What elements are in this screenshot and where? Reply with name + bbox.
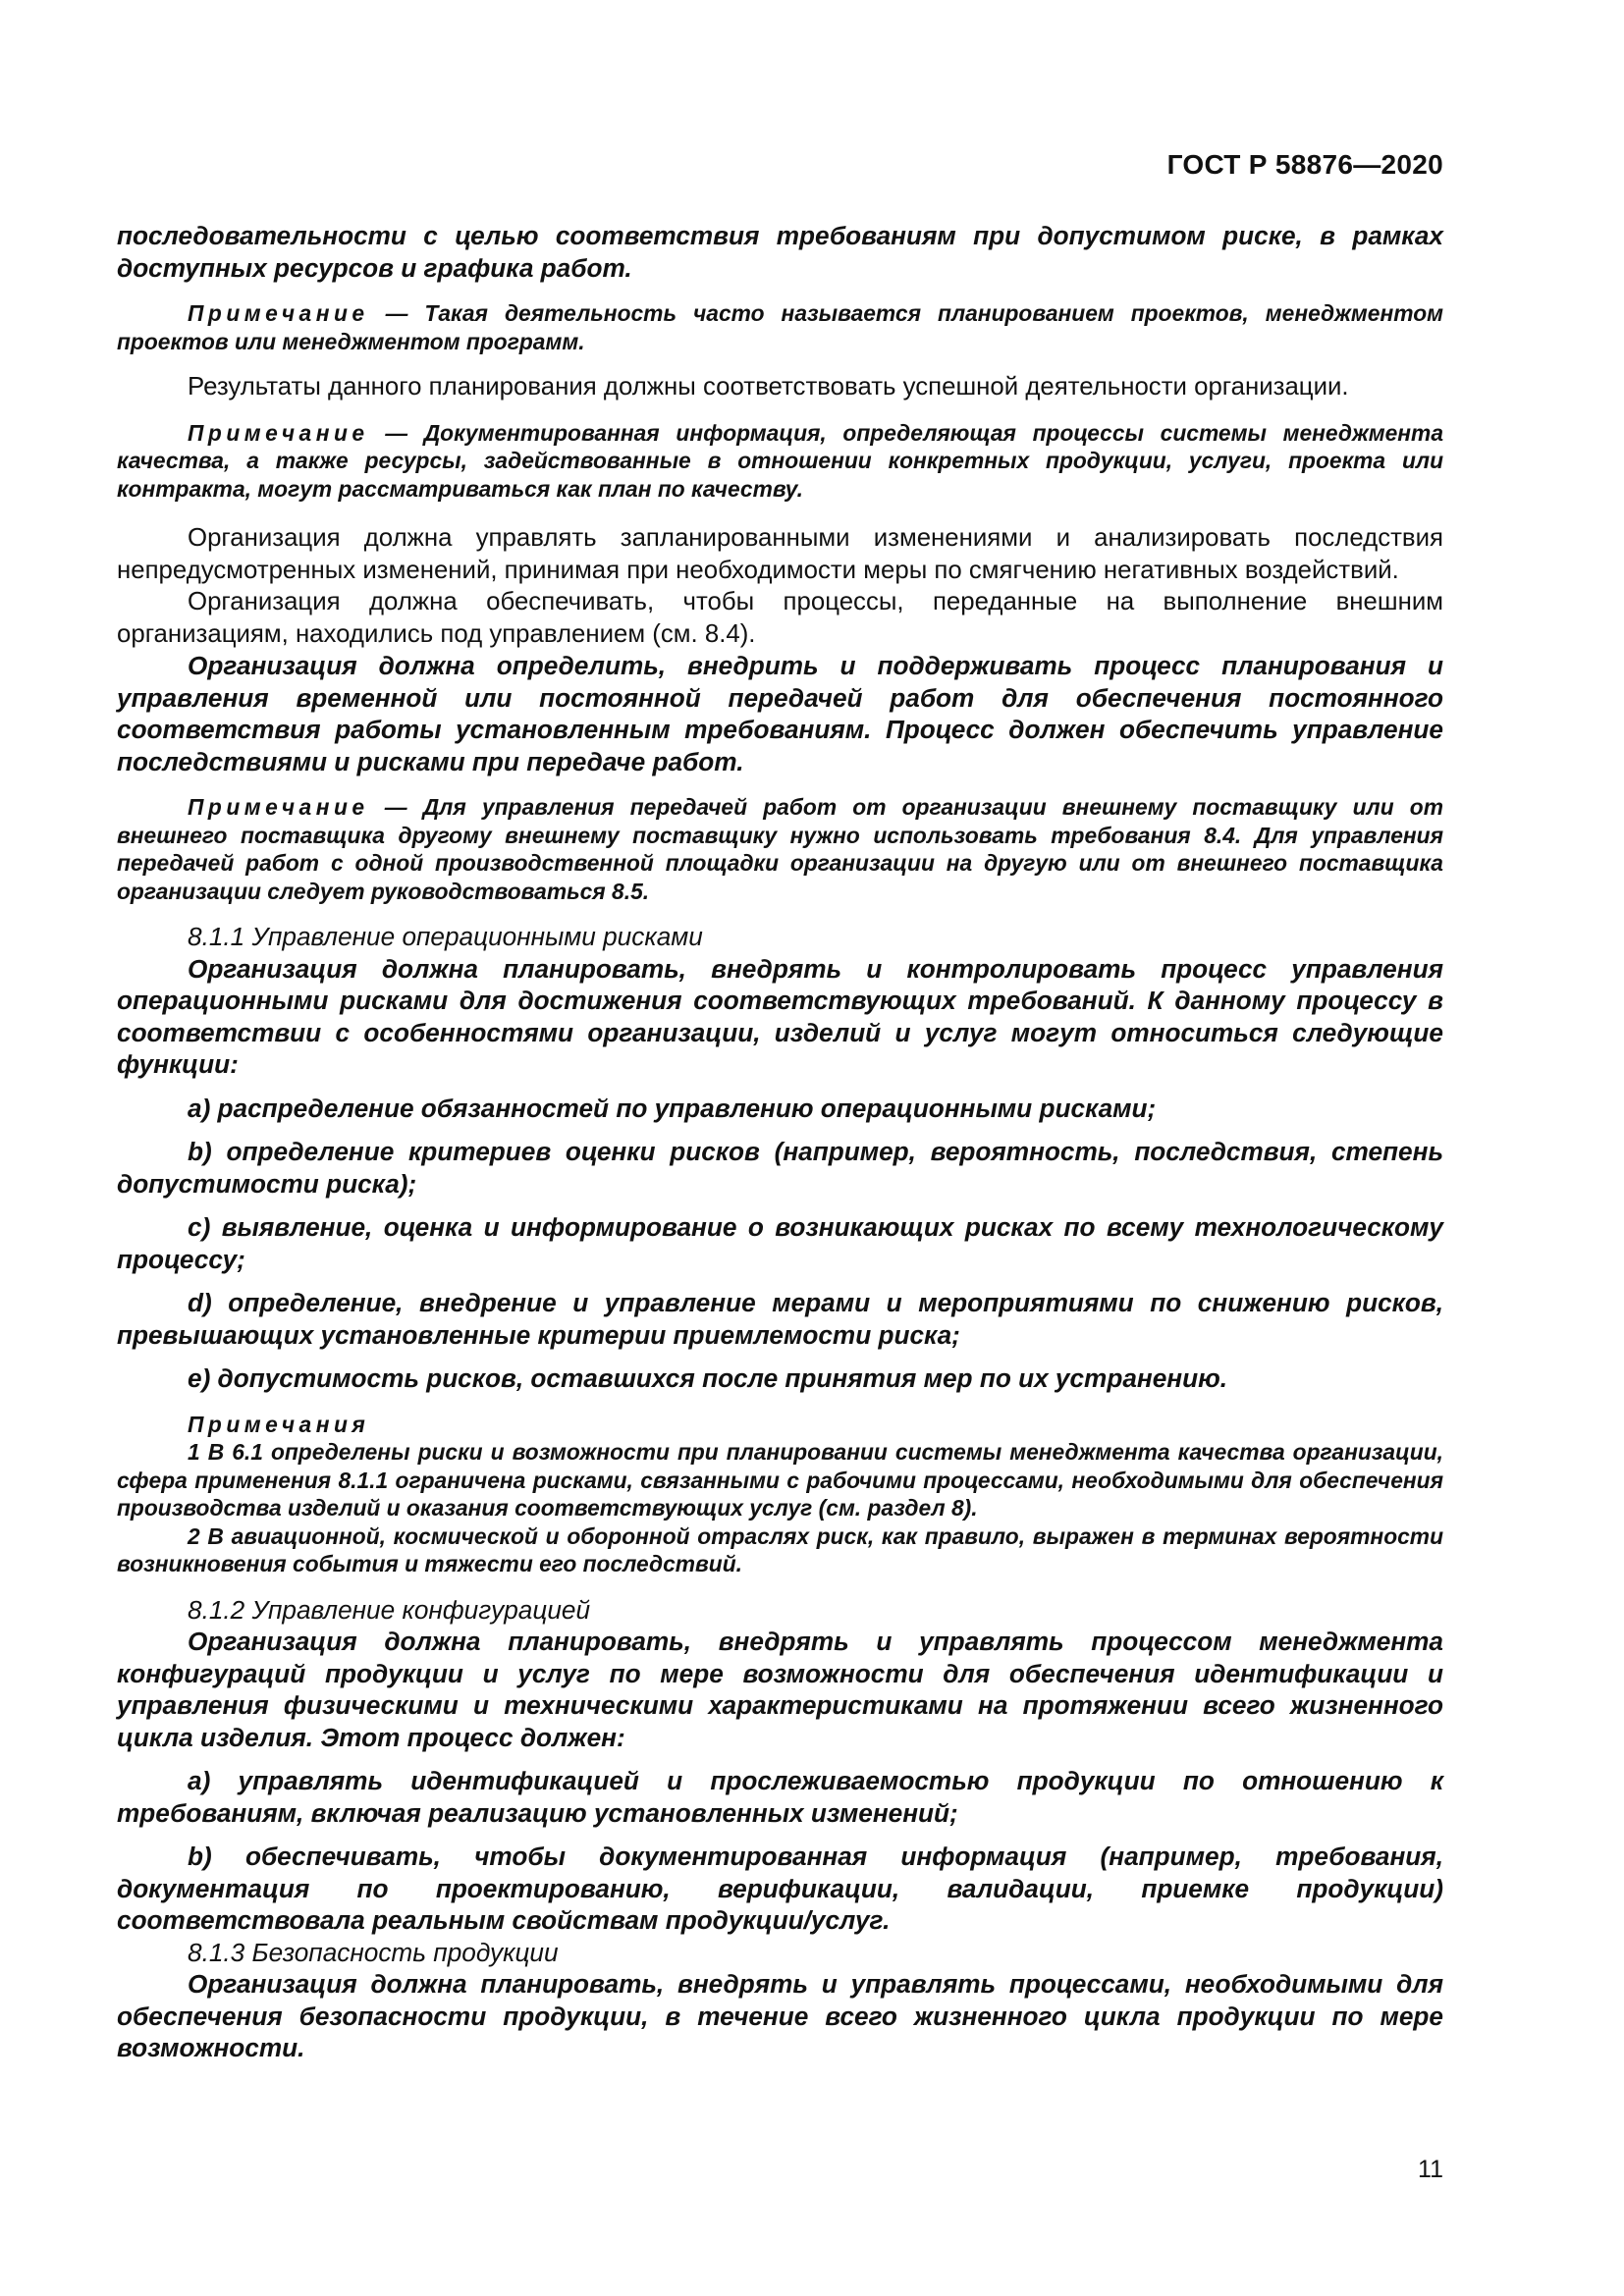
note-paragraph [117,299,1443,355]
list-item: b) определение критериев оценки рисков (например, вероятность, последствия, степень допустимости риска); [117,1137,1443,1199]
note-text: — Для управления передачей работ от организации внешнему поставщику или от внешнего поставщика другому внешнему поставщику нужно использовать требования 8.4. Для управления передачей работ с одной производственной площадки организации на другую или от внешнего поставщика организации следует руководствоваться 8.5. [117,794,1443,904]
paragraph-work-transfer: Организация должна определить, внедрить и поддерживать процесс планирования и управления временной или постоянной передачей работ для обеспечения постоянного соответствия работы установленным требованиям. Процесс должен обеспечить управление последствиями и рисками при передаче работ. [117,651,1443,776]
document-header: ГОСТ Р 58876—2020 [1166,149,1443,180]
list-item: c) выявление, оценка и информирование о возникающих рисках по всему технологическому процессу; [117,1212,1443,1274]
paragraph-continuation: последовательности с целью соответствия требованиям при допустимом риске, в рамках доступных ресурсов и графика работ. [117,221,1443,283]
paragraph-planned-changes: Организация должна управлять запланированными изменениями и анализировать последствия непредусмотренных изменений, принимая при необходимости меры по смягчению негативных воздействий. [117,524,1443,584]
section-811-intro: Организация должна планировать, внедрять и контролировать процесс управления операционными рисками для достижения соответствующих требований. К данному процессу в соответствии с особенностями организации, изделий и услуг могут относиться следующие функции: [117,953,1443,1079]
section-heading-812: 8.1.2 Управление конфигурацией [188,1594,591,1625]
list-item: e) допустимость рисков, оставшихся после принятия мер по их устранению. [188,1363,1228,1393]
notes-label: Примечания [188,1411,370,1437]
note-item: 2 В авиационной, космической и оборонной отраслях риск, как правило, выражен в терминах вероятности возникновения события и тяжести его последствий. [117,1522,1443,1576]
note-paragraph [117,419,1443,504]
note-item: 1 В 6.1 определены риски и возможности при планировании системы менеджмента качества организации, сфера применения 8.1.1 ограничена рисками, связанными с рабочими процессами, необходимыми для обеспечения производства изделий и оказания соответствующих услуг (см. раздел 8). [117,1439,1443,1521]
list-item: b) обеспечивать, чтобы документированная информация (например, требования, документация по проектированию, верификации, валидации, приемке продукции) соответствовала реальным свойствам продукции/услуг. [117,1842,1443,1935]
note-paragraph [117,793,1443,905]
list-item: a) управлять идентификацией и прослеживаемостью продукции по отношению к требованиям, включая реализацию установленных изменений; [117,1766,1443,1828]
section-heading-813: 8.1.3 Безопасность продукции [188,1937,559,1967]
list-item: d) определение, внедрение и управление мерами и мероприятиями по снижению рисков, превышающих установленные критерии приемлемости риска; [117,1288,1443,1350]
note-label: Примечание [188,794,369,820]
paragraph-external-processes: Организация должна обеспечивать, чтобы процессы, переданные на выполнение внешним организациям, находились под управлением (см. 8.4). [117,588,1443,648]
paragraph-planning-results: Результаты данного планирования должны соответствовать успешной деятельности организации. [188,373,1349,400]
section-heading-811: 8.1.1 Управление операционными рисками [188,922,703,951]
note-text: — Документированная информация, определяющая процессы системы менеджмента качества, а также ресурсы, задействованные в отношении конкретных продукции, услуги, проекта или контракта, могут рассматриваться как план по качеству. [117,419,1443,502]
page-number: 11 [1418,2156,1443,2183]
note-text: — Такая деятельность часто называется планированием проектов, менеджментом проектов или менеджментом программ. [117,300,1443,354]
note-label: Примечание [188,419,369,446]
note-label: Примечание [188,300,369,326]
page-content [117,220,1443,2064]
section-812-intro: Организация должна планировать, внедрять и управлять процессом менеджмента конфигураций продукции и услуг по мере возможности для обеспечения идентификации и управления физическими и техническими характеристиками на протяжении всего жизненного цикла изделия. Этот процесс должен: [117,1627,1443,1752]
list-item: a) распределение обязанностей по управлению операционными рисками; [188,1093,1157,1123]
section-813-text: Организация должна планировать, внедрять и управлять процессами, необходимыми для обеспечения безопасности продукции, в течение всего жизненного цикла продукции по мере возможности. [117,1969,1443,2062]
